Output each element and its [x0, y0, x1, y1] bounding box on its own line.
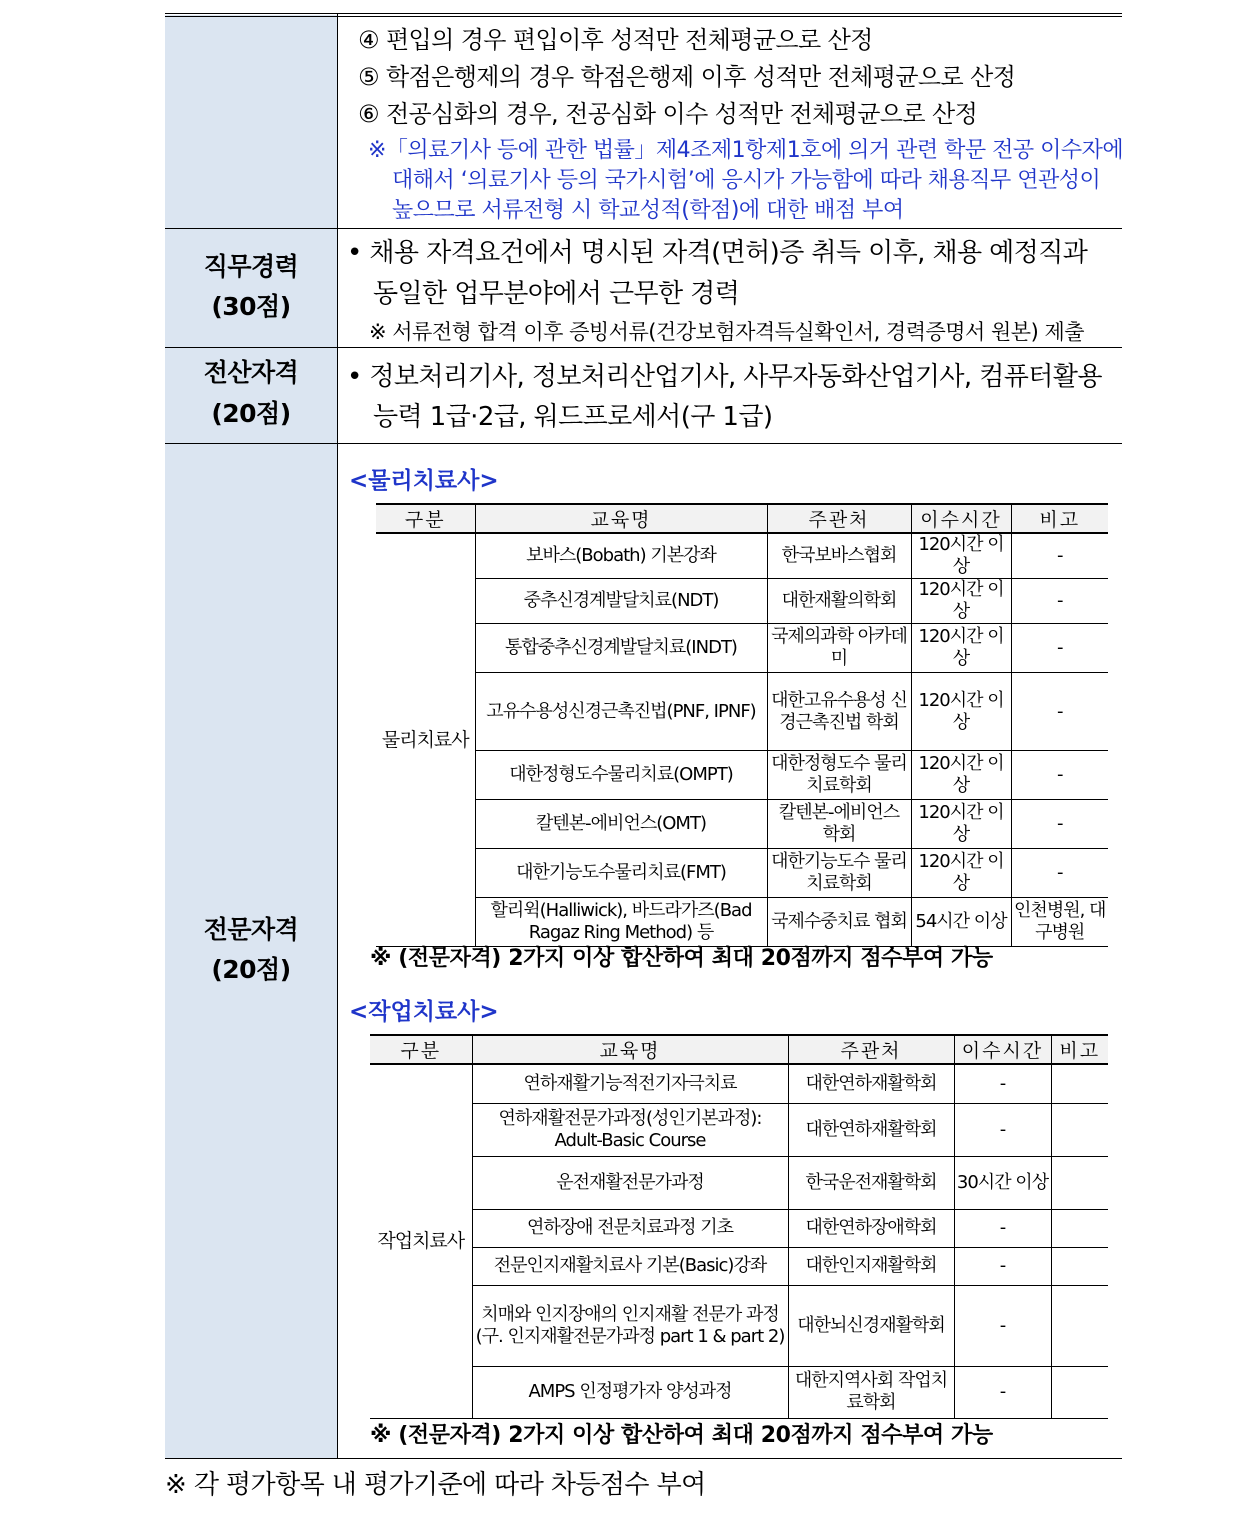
grade-rule-transfer: ④ 편입의 경우 편입이후 성적만 전체평균으로 산정	[358, 26, 873, 54]
ot-header-course: 교육명	[472, 1035, 788, 1064]
table-row-remarks: -	[1011, 624, 1108, 673]
table-row-org: 국제의과학 아카데미	[767, 624, 911, 673]
table-row-hours: 120시간 이상	[911, 800, 1011, 849]
table-row-remarks	[1051, 1247, 1108, 1285]
grade-law-note-line1: ※「의료기사 등에 관한 법률」제4조제1항제1호에 의거 관련 학문 전공 이수자에	[368, 138, 1124, 163]
table-row-hours: 54시간 이상	[911, 898, 1011, 947]
table-row-org: 대한기능도수 물리치료학회	[767, 849, 911, 898]
computer-cert-bullet-line1: • 정보처리기사, 정보처리산업기사, 사무자동화산업기사, 컴퓨터활용	[347, 362, 1102, 392]
table-row-hours: 120시간 이상	[911, 673, 1011, 751]
table-row-hours: 30시간 이상	[954, 1156, 1051, 1209]
table-row-course: 전문인지재활치료사 기본(Basic)강좌	[472, 1247, 788, 1285]
table-row-org: 대한고유수용성 신경근촉진법 학회	[767, 673, 911, 751]
pt-header-hours: 이수시간	[911, 504, 1011, 533]
pt-header-org: 주관처	[767, 504, 911, 533]
ot-header-org: 주관처	[788, 1035, 954, 1064]
table-row-hours: 120시간 이상	[911, 751, 1011, 800]
label-cell-specialist-cert	[165, 443, 337, 1458]
table-row-course: 연하재활기능적전기자극치료	[472, 1064, 788, 1103]
ot-course-table	[370, 1034, 1108, 1419]
table-row-hours: 120시간 이상	[911, 624, 1011, 673]
grade-rule-advanced-major: ⑥ 전공심화의 경우, 전공심화 이수 성적만 전체평균으로 산정	[358, 100, 978, 128]
table-row-hours: -	[954, 1285, 1051, 1366]
table-row-course: 할리윅(Halliwick), 바드라가즈(Bad Ragaz Ring Method) 등	[475, 898, 767, 947]
bottom-note: ※ 각 평가항목 내 평가기준에 따라 차등점수 부여	[165, 1470, 706, 1500]
table-row-course: AMPS 인정평가자 양성과정	[472, 1366, 788, 1418]
grade-rule-credit-bank: ⑤ 학점은행제의 경우 학점은행제 이후 성적만 전체평균으로 산정	[358, 63, 1016, 91]
table-row-course: 중추신경계발달치료(NDT)	[475, 579, 767, 624]
job-experience-label: 직무경력	[203, 252, 299, 281]
table-row-org: 대한지역사회 작업치료학회	[788, 1366, 954, 1418]
table-row-org: 대한연하장애학회	[788, 1209, 954, 1247]
label-cell-grades	[165, 15, 337, 228]
table-row-org: 대한재활의학회	[767, 579, 911, 624]
pt-header-remarks: 비고	[1011, 504, 1108, 533]
table-row-remarks	[1051, 1209, 1108, 1247]
ot-header-hours: 이수시간	[954, 1035, 1051, 1064]
pt-subtitle: <물리치료사>	[349, 468, 499, 494]
pt-header-category: 구분	[376, 504, 475, 533]
pt-header-course: 교육명	[475, 504, 767, 533]
table-row-remarks: -	[1011, 849, 1108, 898]
table-row-remarks: -	[1011, 800, 1108, 849]
grade-law-note-line2: 대해서 ‘의료기사 등의 국가시험’에 응시가 가능함에 따라 채용직무 연관성이	[392, 168, 1101, 193]
label-cell-job-experience	[165, 228, 337, 347]
table-row-course: 통합중추신경계발달치료(INDT)	[475, 624, 767, 673]
table-row-course: 고유수용성신경근촉진법(PNF, IPNF)	[475, 673, 767, 751]
table-row-remarks	[1051, 1103, 1108, 1156]
ot-header-category: 구분	[370, 1035, 472, 1064]
table-row-org: 국제수중치료 협회	[767, 898, 911, 947]
specialist-cert-label: 전문자격	[203, 915, 299, 944]
table-row-org: 대한정형도수 물리치료학회	[767, 751, 911, 800]
table-row-hours: 120시간 이상	[911, 849, 1011, 898]
computer-cert-bullet-line2: 능력 1급·2급, 워드프로세서(구 1급)	[373, 402, 773, 432]
specialist-cert-points: (20점)	[211, 955, 291, 984]
table-row-course: 대한정형도수물리치료(OMPT)	[475, 751, 767, 800]
label-cell-computer-cert	[165, 347, 337, 443]
table-row-course: 보바스(Bobath) 기본강좌	[475, 533, 767, 579]
table-row-remarks	[1051, 1366, 1108, 1418]
pt-footnote: ※ (전문자격) 2가지 이상 합산하여 최대 20점까지 점수부여 가능	[370, 946, 993, 971]
ot-footnote: ※ (전문자격) 2가지 이상 합산하여 최대 20점까지 점수부여 가능	[370, 1423, 993, 1448]
table-row-org: 한국운전재활학회	[788, 1156, 954, 1209]
table-row-course: 연하장애 전문치료과정 기초	[472, 1209, 788, 1247]
grade-law-note-line3: 높으므로 서류전형 시 학교성적(학점)에 대한 배점 부여	[392, 198, 904, 223]
computer-cert-label: 전산자격	[203, 358, 299, 387]
table-row-org: 칼텐본-에비언스 학회	[767, 800, 911, 849]
job-experience-bullet-line2: 동일한 업무분야에서 근무한 경력	[373, 279, 740, 309]
job-experience-note: ※ 서류전형 합격 이후 증빙서류(건강보험자격득실확인서, 경력증명서 원본) 제출	[369, 320, 1085, 344]
table-row-course: 연하재활전문가과정(성인기본과정): Adult-Basic Course	[472, 1103, 788, 1156]
table-row-course: 운전재활전문가과정	[472, 1156, 788, 1209]
table-row-hours: -	[954, 1103, 1051, 1156]
table-row-remarks: -	[1011, 673, 1108, 751]
table-row-remarks: -	[1011, 751, 1108, 800]
job-experience-points: (30점)	[211, 292, 291, 321]
ot-group-cell: 작업치료사	[370, 1064, 472, 1418]
table-row-course: 대한기능도수물리치료(FMT)	[475, 849, 767, 898]
table-row-org: 대한뇌신경재활학회	[788, 1285, 954, 1366]
table-row-hours: 120시간 이상	[911, 579, 1011, 624]
pt-group-cell: 물리치료사	[376, 533, 475, 947]
table-row-org: 한국보바스협회	[767, 533, 911, 579]
table-row-remarks: 인천병원, 대구병원	[1011, 898, 1108, 947]
job-experience-bullet-line1: • 채용 자격요건에서 명시된 자격(면허)증 취득 이후, 채용 예정직과	[347, 238, 1088, 268]
table-row-course: 치매와 인지장애의 인지재활 전문가 과정 (구. 인지재활전문가과정 part 1 & part 2)	[472, 1285, 788, 1366]
table-row-hours: -	[954, 1247, 1051, 1285]
table-row-course: 칼텐본-에비언스(OMT)	[475, 800, 767, 849]
table-row-remarks	[1051, 1064, 1108, 1103]
pt-course-table	[376, 503, 1108, 947]
ot-subtitle: <작업치료사>	[349, 999, 499, 1025]
table-row-remarks	[1051, 1156, 1108, 1209]
table-row-remarks: -	[1011, 533, 1108, 579]
table-row-org: 대한연하재활학회	[788, 1064, 954, 1103]
ot-header-remarks: 비고	[1051, 1035, 1108, 1064]
table-row-hours: -	[954, 1064, 1051, 1103]
table-row-hours: 120시간 이상	[911, 533, 1011, 579]
table-row-hours: -	[954, 1209, 1051, 1247]
table-row-org: 대한연하재활학회	[788, 1103, 954, 1156]
table-row-remarks	[1051, 1285, 1108, 1366]
table-row-remarks: -	[1011, 579, 1108, 624]
table-row-org: 대한인지재활학회	[788, 1247, 954, 1285]
table-row-hours: -	[954, 1366, 1051, 1418]
computer-cert-points: (20점)	[211, 399, 291, 428]
